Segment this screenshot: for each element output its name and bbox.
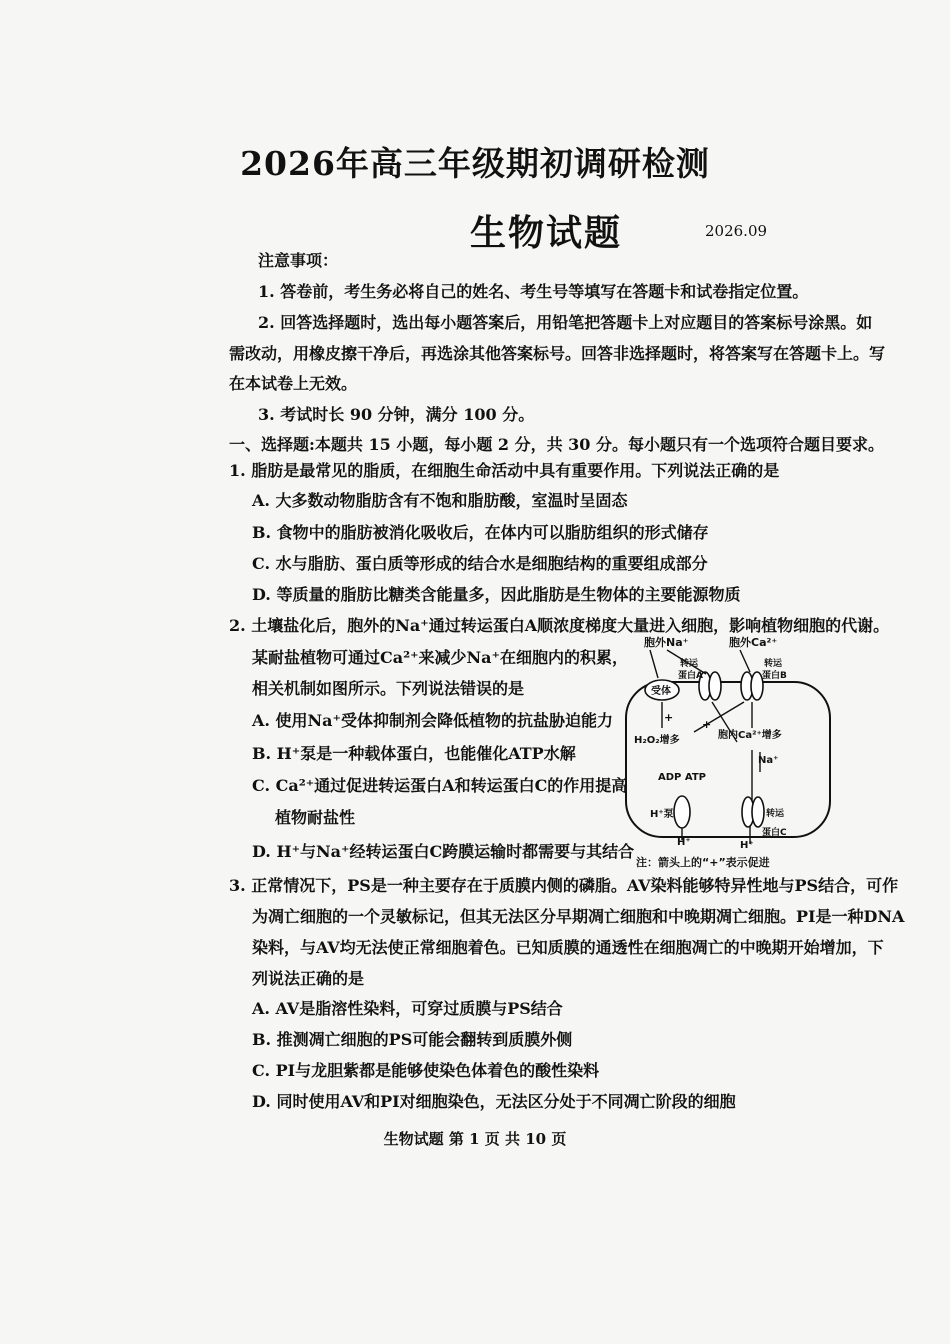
h-pump-label: H⁺泵	[650, 809, 674, 820]
question-1-option-d: D. 等质量的脂肪比糖类含能量多，因此脂肪是生物体的主要能源物质	[252, 585, 741, 604]
notice-item-2-cont: 在本试卷上无效。	[229, 374, 358, 393]
outside-na-label: 胞外Na⁺	[644, 636, 689, 649]
transporter-b-label: 转运	[764, 659, 783, 669]
page-footer: 生物试题 第 1 页 共 10 页	[383, 1130, 567, 1148]
na-to-receptor-arrow	[650, 650, 658, 678]
question-2-option-c-cont: 植物耐盐性	[275, 808, 356, 827]
question-2-option-b: B. H⁺泵是一种载体蛋白，也能催化ATP水解	[252, 744, 576, 763]
h-plus-in-label: H⁺	[740, 840, 754, 851]
h2o2-label: H₂O₂增多	[634, 735, 680, 746]
svg-text:蛋白C: 蛋白C	[762, 828, 787, 838]
h-pump-shape	[674, 796, 690, 828]
exam-date: 2026.09	[705, 222, 768, 240]
notice-item-2-cont: 需改动，用橡皮擦干净后，再选涂其他答案标号。回答非选择题时，将答案写在答题卡上。写	[229, 344, 886, 363]
question-2-stem-cont: 相关机制如图所示。下列说法错误的是	[252, 679, 525, 698]
diagram-note: 注：箭头上的“+”表示促进	[636, 856, 770, 869]
question-3-option-b: B. 推测凋亡细胞的PS可能会翻转到质膜外侧	[252, 1030, 573, 1049]
question-3-option-d: D. 同时使用AV和PI对细胞染色，无法区分处于不同凋亡阶段的细胞	[252, 1092, 736, 1111]
na-plus-label: Na⁺	[758, 755, 779, 766]
receptor-label: 受体	[651, 686, 671, 697]
question-1-option-c: C. 水与脂肪、蛋白质等形成的结合水是细胞结构的重要组成部分	[252, 554, 708, 573]
question-3-option-c: C. PI与龙胆紫都是能够使染色体着色的酸性染料	[252, 1061, 600, 1080]
question-1-option-b: B. 食物中的脂肪被消化吸收后，在体内可以脂肪组织的形式储存	[252, 523, 709, 542]
question-3-stem-cont: 为凋亡细胞的一个灵敏标记，但其无法区分早期凋亡细胞和中晚期凋亡细胞。PI是一种DNA	[252, 907, 905, 926]
notice-item-3: 3. 考试时长 90 分钟，满分 100 分。	[258, 405, 535, 424]
notice-heading: 注意事项：	[258, 251, 339, 270]
question-3-stem: 3. 正常情况下，PS是一种主要存在于质膜内侧的磷脂。AV染料能够特异性地与PS结合，可作	[229, 876, 899, 895]
transporter-a-label: 转运	[680, 659, 699, 669]
svg-text:蛋白A: 蛋白A	[678, 671, 703, 681]
exam-title: 2026年高三年级期初调研检测	[240, 144, 710, 183]
question-2-stem: 2. 土壤盐化后，胞外的Na⁺通过转运蛋白A顺浓度梯度大量进入细胞，影响植物细胞的代谢。	[229, 616, 890, 635]
question-2-option-a: A. 使用Na⁺受体抑制剂会降低植物的抗盐胁迫能力	[252, 711, 613, 730]
question-3-stem-cont: 列说法正确的是	[252, 969, 365, 988]
question-2-stem-cont: 某耐盐植物可通过Ca²⁺来减少Na⁺在细胞内的积累，	[252, 648, 628, 667]
outside-ca-label: 胞外Ca²⁺	[729, 636, 778, 649]
question-1-option-a: A. 大多数动物脂肪含有不饱和脂肪酸，室温时呈固态	[252, 491, 628, 510]
question-1-stem: 1. 脂肪是最常见的脂质，在细胞生命活动中具有重要作用。下列说法正确的是	[229, 461, 780, 480]
na-ca-mechanism-diagram	[622, 632, 840, 872]
inner-ca-label: 胞内Ca²⁺增多	[718, 730, 782, 741]
notice-item-2: 2. 回答选择题时，选出每小题答案后，用铅笔把答题卡上对应题目的答案标号涂黑。如	[258, 313, 873, 332]
section-heading: 一、选择题:本题共 15 小题，每小题 2 分，共 30 分。每小题只有一个选项符合题目要求。	[229, 435, 884, 454]
svg-text:蛋白B: 蛋白B	[762, 671, 787, 681]
question-3-stem-cont: 染料，与AV均无法使正常细胞着色。已知质膜的通透性在细胞凋亡的中晚期开始增加，下	[252, 938, 884, 957]
adp-atp-label: ADP ATP	[658, 772, 706, 783]
ca-to-transporter-b-arrow	[740, 650, 750, 672]
exam-subject: 生物试题	[470, 212, 623, 254]
promote-plus-1: +	[664, 711, 674, 724]
transporter-c-label: 转运	[766, 809, 785, 819]
notice-item-1: 1. 答卷前，考生务必将自己的姓名、考生号等填写在答题卡和试卷指定位置。	[258, 282, 809, 301]
h-plus-out-label: H⁺	[677, 837, 691, 848]
promote-plus-2: +	[702, 718, 712, 731]
question-3-option-a: A. AV是脂溶性染料，可穿过质膜与PS结合	[252, 999, 563, 1018]
question-2-option-c: C. Ca²⁺通过促进转运蛋白A和转运蛋白C的作用提高	[252, 776, 628, 795]
question-2-option-d: D. H⁺与Na⁺经转运蛋白C跨膜运输时都需要与其结合	[252, 842, 635, 861]
